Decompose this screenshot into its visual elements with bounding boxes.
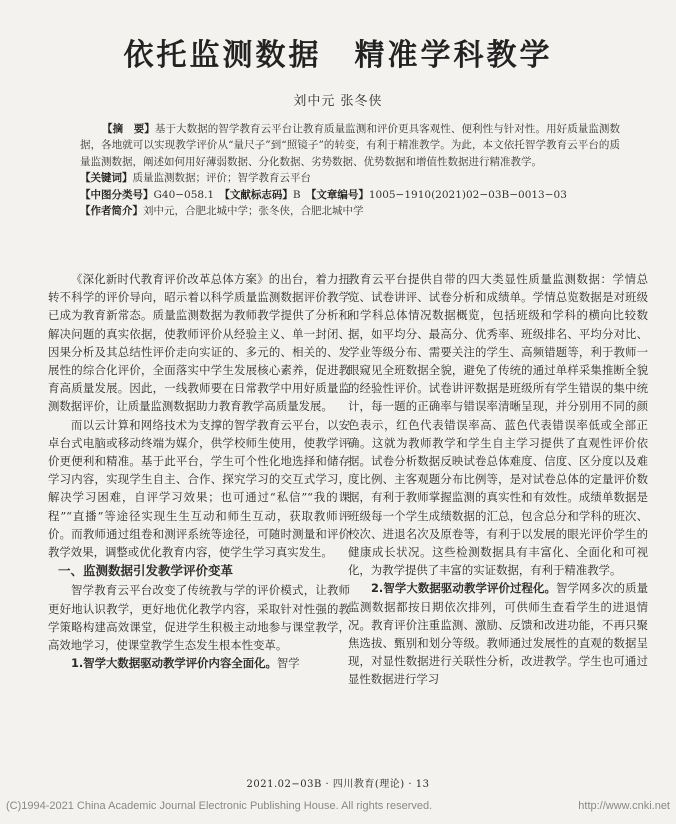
subsection-heading: 1.智学大数据驱动教学评价内容全面化。 bbox=[71, 656, 277, 671]
website-link[interactable]: http://www.cnki.net bbox=[578, 800, 670, 812]
right-column bbox=[348, 270, 648, 689]
keywords-text: 质量监测数据；评价；智学教育云平台 bbox=[132, 172, 311, 185]
subsection-heading: 2.智学大数据驱动教学评价过程化。 bbox=[371, 581, 557, 596]
section-heading: 一、监测数据引发教学评价变革 bbox=[58, 563, 234, 579]
doc-code-label: 【文献标志码】 bbox=[224, 188, 293, 201]
paragraph: 教育云平台提供自带的四大类显性质量监测数据：学情总览、试卷讲评、试卷分析和成绩单。学情总览数据是对班级和学科总体情况数据概览，包括班级和学科的横向比较数据，如平均分、最高分、优秀率、班级排名、平均分对比、学业等级分布、需要关注的学生、高频错题等，利于教师一眼窥见全班数据全貌，避免了传统的通过单样采集推断全貌的经验性评价。试卷讲评数据是班级所有学生错误的集中统计，每一题的正确率与错误率清晰呈现，并分别用不同的颜色表示，红色代表错误率高、蓝色代表错误率低或全部正确。这就为教师教学和学生自主学习提供了直观性评价依据。试卷分析数据反映试卷总体难度、信度、区分度以及难度比例、主客观题分布比例等，是对试卷总体的定量评价数据，有利于教师掌握监测的真实性和有效性。成绩单数据是班级每一个学生成绩数据的汇总，包含总分和学科的班次、校次、进退名次及原卷等，有利于以发展的眼光评价学生的健康成长状况。这些检测数据具有丰富化、全面化和可视化，为教学提供了丰富的实证数据，有利于精准教学。 bbox=[348, 272, 648, 578]
paragraph-text: 智学网多次的质量监测数据都按日期依次排列，可供师生查看学生的进退情况。教育评价注重监测、激励、反馈和改进功能，不再只聚焦选拔、甄别和划分等级。教师通过发展性的直观的数据呈现，对显性数据进行关联性分析，改进教学。学生也可通过显性数据进行学习 bbox=[348, 581, 648, 687]
clc-value: G40−058.1 bbox=[153, 188, 215, 201]
paragraph: 智学教育云平台改变了传统教与学的评价模式，让教师更好地认识教学，更好地优化教学内容，采取针对性强的教学策略构建高效课堂，促进学生积极主动地参与课堂教学，高效地学习，使课堂教学生态发生根本性变革。 bbox=[48, 583, 350, 653]
paragraph bbox=[348, 579, 648, 688]
abstract bbox=[80, 121, 620, 170]
paragraph bbox=[48, 654, 350, 672]
author-info-label: 【作者简介】 bbox=[80, 205, 143, 218]
keywords bbox=[80, 170, 620, 186]
author-info bbox=[80, 203, 620, 219]
doc-code-value: B bbox=[292, 188, 301, 201]
page-footer: 2021.02−03B · 四川教育(理论) · 13 bbox=[246, 779, 430, 790]
keywords-label: 【关键词】 bbox=[80, 172, 133, 185]
copyright-text: (C)1994-2021 China Academic Journal Electronic Publishing House. All rights reserved. bbox=[6, 800, 433, 812]
author-info-text: 刘中元，合肥北城中学；张冬侠，合肥北城中学 bbox=[143, 205, 364, 218]
paragraph-text: 智学 bbox=[276, 656, 300, 671]
copyright-line bbox=[6, 800, 670, 812]
classification-line bbox=[80, 187, 620, 203]
paragraph: 《深化新时代教育评价改革总体方案》的出台，着力扭转不科学的评价导向，昭示着以科学质量监测数据评价教学已成为教育新常态。质量监测数据为教师教学提供了分析和解决问题的真实依据，使教师评价从经验主义、单一封闭、因果分析及其总结性评价走向实证的、多元的、相关的、发展性的综合化评价，全面落实中学生发展核心素养，促进教育高质量发展。因此，一线教师要在日常教学中用好质量监测数据评价，让质量监测数据助力教育教学高质量发展。 bbox=[48, 272, 350, 414]
abstract-label: 【摘 要】 bbox=[102, 123, 155, 135]
article-authors: 刘中元 张冬侠 bbox=[293, 94, 383, 109]
article-no-value: 1005−1910(2021)02−03B−0013−03 bbox=[368, 188, 567, 201]
left-column bbox=[48, 270, 350, 672]
article-meta bbox=[80, 121, 620, 219]
clc-label: 【中图分类号】 bbox=[80, 188, 154, 201]
article-no-label: 【文章编号】 bbox=[311, 188, 369, 201]
paragraph: 而以云计算和网络技术为支撑的智学教育云平台，以安卓台式电脑或移动终端为媒介，供学校师生使用，使教学评价更便利和精准。基于此平台，学生可个性化地选择和储存学习内容，实现学生自主、合作、探究学习的交互式学习，解决学习困难，自评学习效果；也可通过“私信”“我的课程”“直播”等途径实现生生互动和师生互动，获取教师评价。而教师通过组卷和测评系统等途径，可随时测量和评价教学效果，调整或优化教育内容，使学生学习真实发生。 bbox=[48, 417, 350, 560]
article-title: 依托监测数据 精准学科教学 bbox=[123, 38, 553, 73]
abstract-text: 基于大数据的智学教育云平台让教育质量监测和评价更具客观性、便利性与针对性。用好质量监测数据，各地就可以实现教学评价从“量尺子”到“照镜子”的转变，有利于精准教学。为此，本文依托智学教育云平台的质量监测数据，阐述如何用好薄弱数据、分化数据、劣势数据、优势数据和增值性数据进行精准教学。 bbox=[80, 123, 621, 168]
